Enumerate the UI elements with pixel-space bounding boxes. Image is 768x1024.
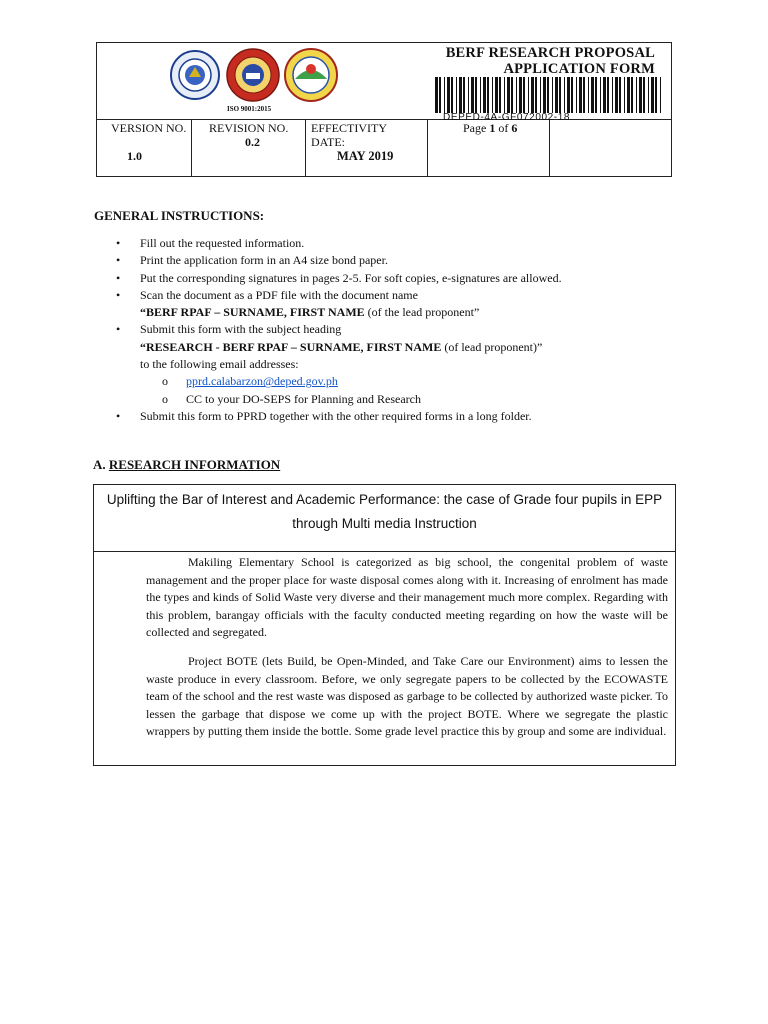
header-row-divider bbox=[97, 119, 671, 120]
bullet-icon: • bbox=[116, 322, 121, 337]
instruction-text bbox=[140, 304, 676, 321]
box-divider bbox=[94, 551, 675, 552]
instruction-text: CC to your DO-SEPS for Planning and Research bbox=[186, 391, 421, 406]
research-info-box bbox=[93, 484, 676, 766]
header-col-divider bbox=[191, 119, 192, 176]
section-title: RESEARCH INFORMATION bbox=[108, 457, 281, 472]
deped-seal-icon bbox=[167, 49, 223, 101]
sub-list-item bbox=[140, 373, 676, 390]
bullet-icon: • bbox=[116, 236, 121, 250]
page-prefix: Page bbox=[463, 121, 490, 135]
general-instructions-title: GENERAL INSTRUCTIONS: bbox=[94, 208, 265, 223]
page-of: of bbox=[495, 121, 512, 135]
research-title: Uplifting the Bar of Interest and Academic Performance: the case of Grade four pupils in EPP through Multi media Instruction bbox=[106, 492, 663, 531]
form-title-line1: BERF RESEARCH PROPOSAL bbox=[445, 45, 655, 61]
version-label: VERSION NO. bbox=[111, 121, 187, 135]
research-paragraph-1 bbox=[146, 554, 668, 642]
version-value: 1.0 bbox=[127, 149, 142, 163]
header-table bbox=[96, 42, 672, 177]
list-item bbox=[116, 252, 676, 269]
effectivity-value: MAY 2019 bbox=[337, 149, 394, 163]
instruction-text: Put the corresponding signatures in pages 2-5. For soft copies, e-signatures are allowed. bbox=[140, 270, 562, 285]
form-title bbox=[446, 45, 655, 77]
revision-value: 0.2 bbox=[245, 135, 260, 149]
form-title-line2: APPLICATION FORM bbox=[503, 61, 655, 77]
page-total: 6 bbox=[511, 121, 518, 135]
document-name-format: “BERF RPAF – SURNAME, FIRST NAME bbox=[140, 305, 365, 320]
list-item bbox=[116, 270, 676, 287]
subject-heading-format: “RESEARCH - BERF RPAF – SURNAME, FIRST NAME bbox=[140, 339, 442, 354]
list-item bbox=[116, 408, 676, 425]
barcode-label: DEPED-4A-GF072002-18 bbox=[443, 112, 571, 123]
header-col-divider bbox=[427, 119, 428, 176]
email-link[interactable]: pprd.calabarzon@deped.gov.ph bbox=[186, 374, 338, 389]
header-col-divider bbox=[305, 119, 306, 176]
paragraph-text: Project BOTE (lets Build, be Open-Minded, and Take Care our Environment) aims to lessen the waste produce in every classroom. Before, we only segregate papers to be collected by the ECOWASTE team of the school and the rest waste was disposed as garbage to be collected by authorized waste picker. To lessen the garbage that dispose we come up with the project BOTE. Where we segregate the plastic wrappers by putting them inside the bottle. Some grade level practice this by group and some are individual. bbox=[146, 654, 668, 738]
list-item bbox=[116, 235, 676, 252]
instruction-text: Submit this form with the subject heading bbox=[140, 322, 342, 337]
bullet-icon: • bbox=[116, 287, 121, 302]
section-a-heading bbox=[93, 457, 280, 473]
list-item bbox=[116, 287, 676, 322]
revision-label: REVISION NO. bbox=[209, 121, 289, 135]
page-current: 1 bbox=[489, 121, 496, 135]
division-seal-icon bbox=[283, 47, 339, 103]
effectivity-label: EFFECTIVITY DATE: bbox=[311, 121, 387, 149]
section-prefix: A. bbox=[93, 457, 109, 472]
document-name-note: (of the lead proponent” bbox=[364, 305, 480, 320]
instructions-list bbox=[116, 235, 676, 425]
page-indicator bbox=[463, 121, 517, 135]
bullet-icon: • bbox=[116, 253, 121, 268]
instruction-text: Fill out the requested information. bbox=[140, 236, 305, 250]
regional-seal-icon bbox=[225, 47, 281, 103]
subject-heading-note: (of lead proponent)” bbox=[441, 339, 543, 354]
circle-bullet-icon: o bbox=[162, 391, 168, 406]
instruction-text: Print the application form in an A4 size bond paper. bbox=[140, 253, 388, 268]
instruction-text: Submit this form to PPRD together with the other required forms in a long folder. bbox=[140, 408, 532, 423]
bullet-icon: • bbox=[116, 408, 121, 423]
circle-bullet-icon: o bbox=[162, 374, 168, 389]
list-item bbox=[116, 321, 676, 407]
instruction-text: Scan the document as a PDF file with the document name bbox=[140, 287, 418, 302]
instruction-text bbox=[140, 339, 676, 356]
iso-certification: ISO 9001:2015 bbox=[227, 105, 272, 113]
paragraph-text: Makiling Elementary School is categorized as big school, the congenital problem of waste management and the proper place for waste disposal comes along with it. Increasing of enrolment has made the types and kinds of Solid Waste very diverse and their management much more complex. Regarding with this problem, barangay officials with the faculty conducted meeting regarding on how the waste will be collected and segregated. bbox=[146, 555, 668, 639]
instruction-text: to the following email addresses: bbox=[140, 357, 299, 372]
sub-list-item bbox=[140, 391, 676, 408]
barcode-icon bbox=[435, 77, 661, 113]
research-paragraph-2 bbox=[146, 653, 668, 741]
bullet-icon: • bbox=[116, 270, 121, 285]
header-col-divider bbox=[549, 119, 550, 176]
